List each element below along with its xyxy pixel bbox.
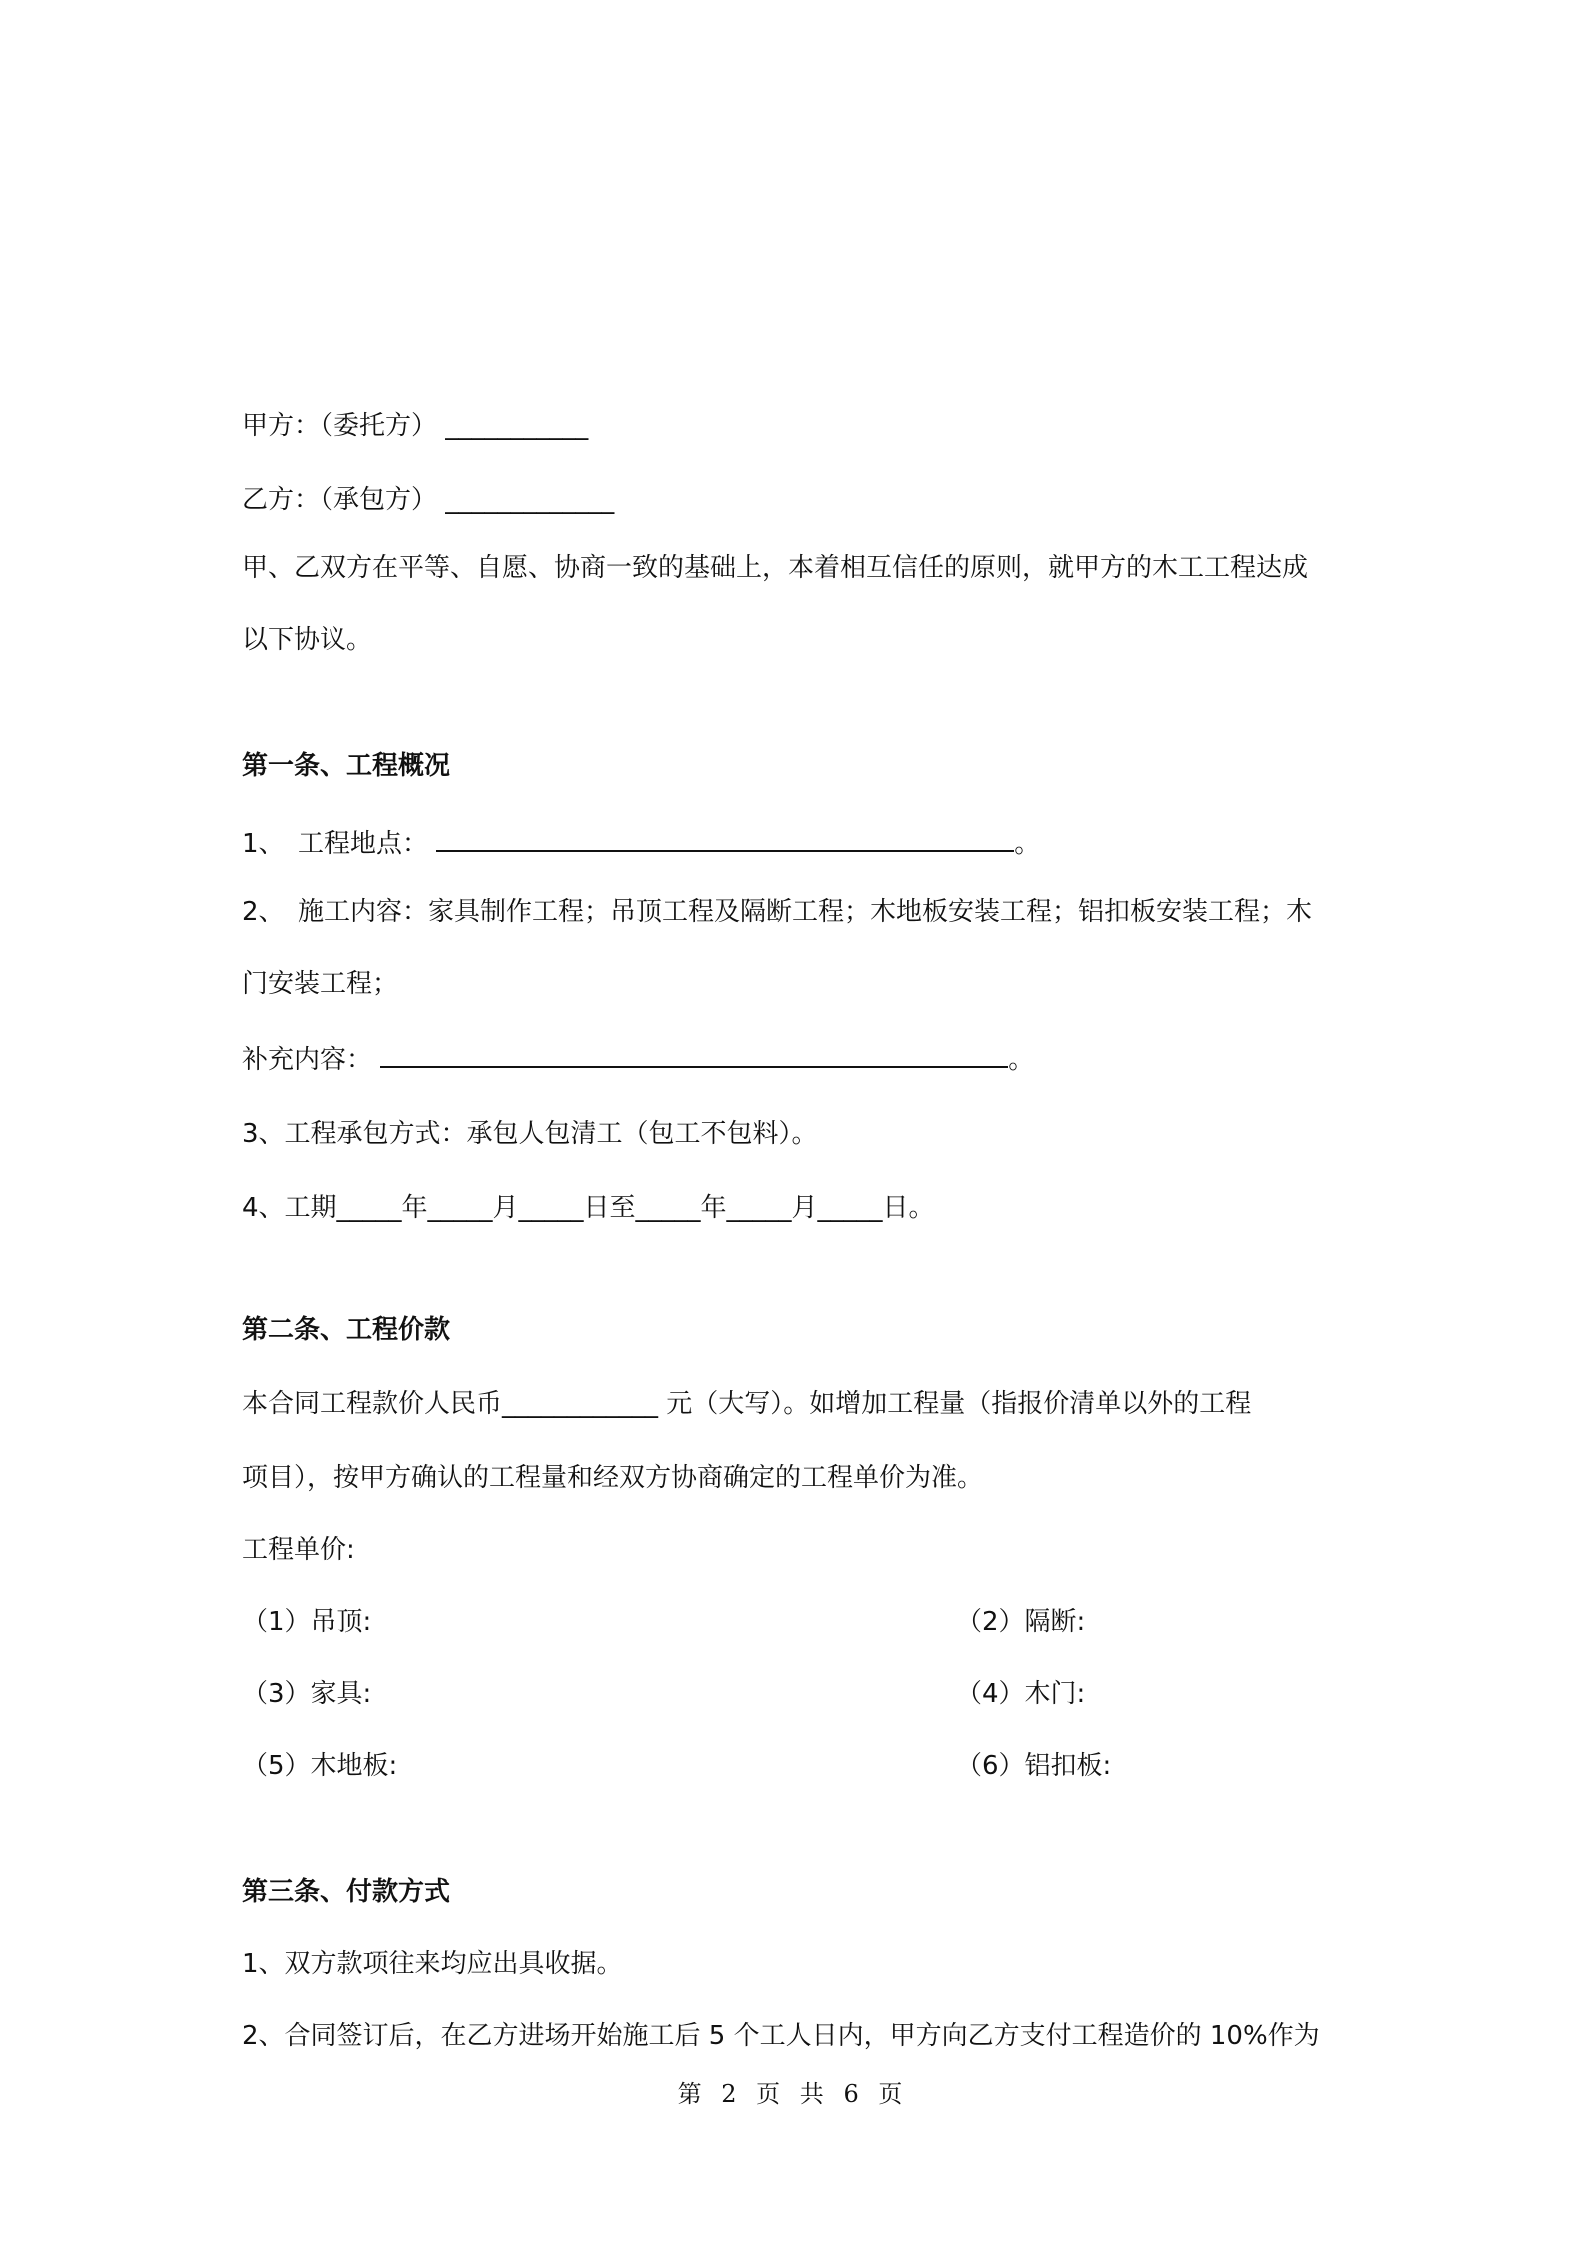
article2-heading: 第二条、工程价款 <box>242 1315 451 1345</box>
article3-item2: 2、合同签订后，在乙方进场开始施工后 5 个工人日内，甲方向乙方支付工程造价的 10%作为 <box>242 2021 1320 2051</box>
price-start: 本合同工程款价人民币 <box>242 1389 503 1419</box>
price-line-2: 项目），按甲方确认的工程量和经双方协商确定的工程单价为准。 <box>242 1463 984 1493</box>
article1-item2-line2: 门安装工程； <box>242 969 399 999</box>
unit-price-row-2 <box>242 1676 1086 1712</box>
unit-price-row-1 <box>242 1604 1086 1640</box>
supplement-line <box>242 1040 1034 1078</box>
unit-price-label: 工程单价: <box>242 1535 355 1565</box>
article3-heading: 第三条、付款方式 <box>242 1877 451 1907</box>
unit-price-item-ceiling: （1）吊顶: <box>242 1607 372 1637</box>
party-a-blank: ___________ <box>445 411 589 441</box>
page-number-footer: 第 2 页 共 6 页 <box>677 2080 909 2108</box>
supplement-label: 补充内容： <box>242 1045 373 1075</box>
party-b-line <box>242 482 614 518</box>
article1-item1-label: 工程地点： <box>298 829 429 859</box>
article1-heading: 第一条、工程概况 <box>242 751 451 781</box>
unit-price-item-wood-door: （4）木门: <box>956 1679 1086 1709</box>
unit-price-item-wood-floor: （5）木地板: <box>242 1751 398 1781</box>
party-a-label: 甲方：（委托方） <box>242 411 438 441</box>
intro-line-1: 甲、乙双方在平等、自愿、协商一致的基础上，本着相互信任的原则，就甲方的木工工程达成 <box>242 553 1309 583</box>
article1-item1 <box>242 824 1040 862</box>
party-b-blank: _____________ <box>445 485 615 515</box>
unit-price-item-aluminum-panel: （6）铝扣板: <box>956 1751 1112 1781</box>
price-rest: 元（大写）。如增加工程量（指报价清单以外的工程 <box>666 1389 1252 1419</box>
supplement-end: 。 <box>1008 1045 1035 1075</box>
price-line-1 <box>242 1386 1251 1422</box>
price-blank: ____________ <box>502 1389 659 1419</box>
party-a-line <box>242 408 588 444</box>
article1-item2-text: 施工内容：家具制作工程；吊顶工程及隔断工程；木地板安装工程；铝扣板安装工程；木 <box>298 897 1313 927</box>
unit-price-row-3 <box>242 1748 1112 1784</box>
unit-price-item-partition: （2）隔断: <box>956 1607 1086 1637</box>
unit-price-item-furniture: （3）家具: <box>242 1679 372 1709</box>
article1-item1-num: 1、 <box>242 829 285 859</box>
article1-item3: 3、工程承包方式：承包人包清工（包工不包料）。 <box>242 1119 818 1149</box>
article3-item1: 1、双方款项往来均应出具收据。 <box>242 1949 623 1979</box>
article1-item1-end: 。 <box>1014 829 1041 859</box>
article1-item2-num: 2、 <box>242 897 285 927</box>
party-b-label: 乙方：（承包方） <box>242 485 438 515</box>
supplement-fill-line <box>380 1040 1008 1068</box>
location-fill-line <box>436 824 1014 852</box>
article1-item2-line1 <box>242 894 1312 930</box>
article1-item4: 4、工期_____年_____月_____日至_____年_____月_____日。 <box>242 1193 935 1223</box>
intro-line-2: 以下协议。 <box>242 625 373 655</box>
